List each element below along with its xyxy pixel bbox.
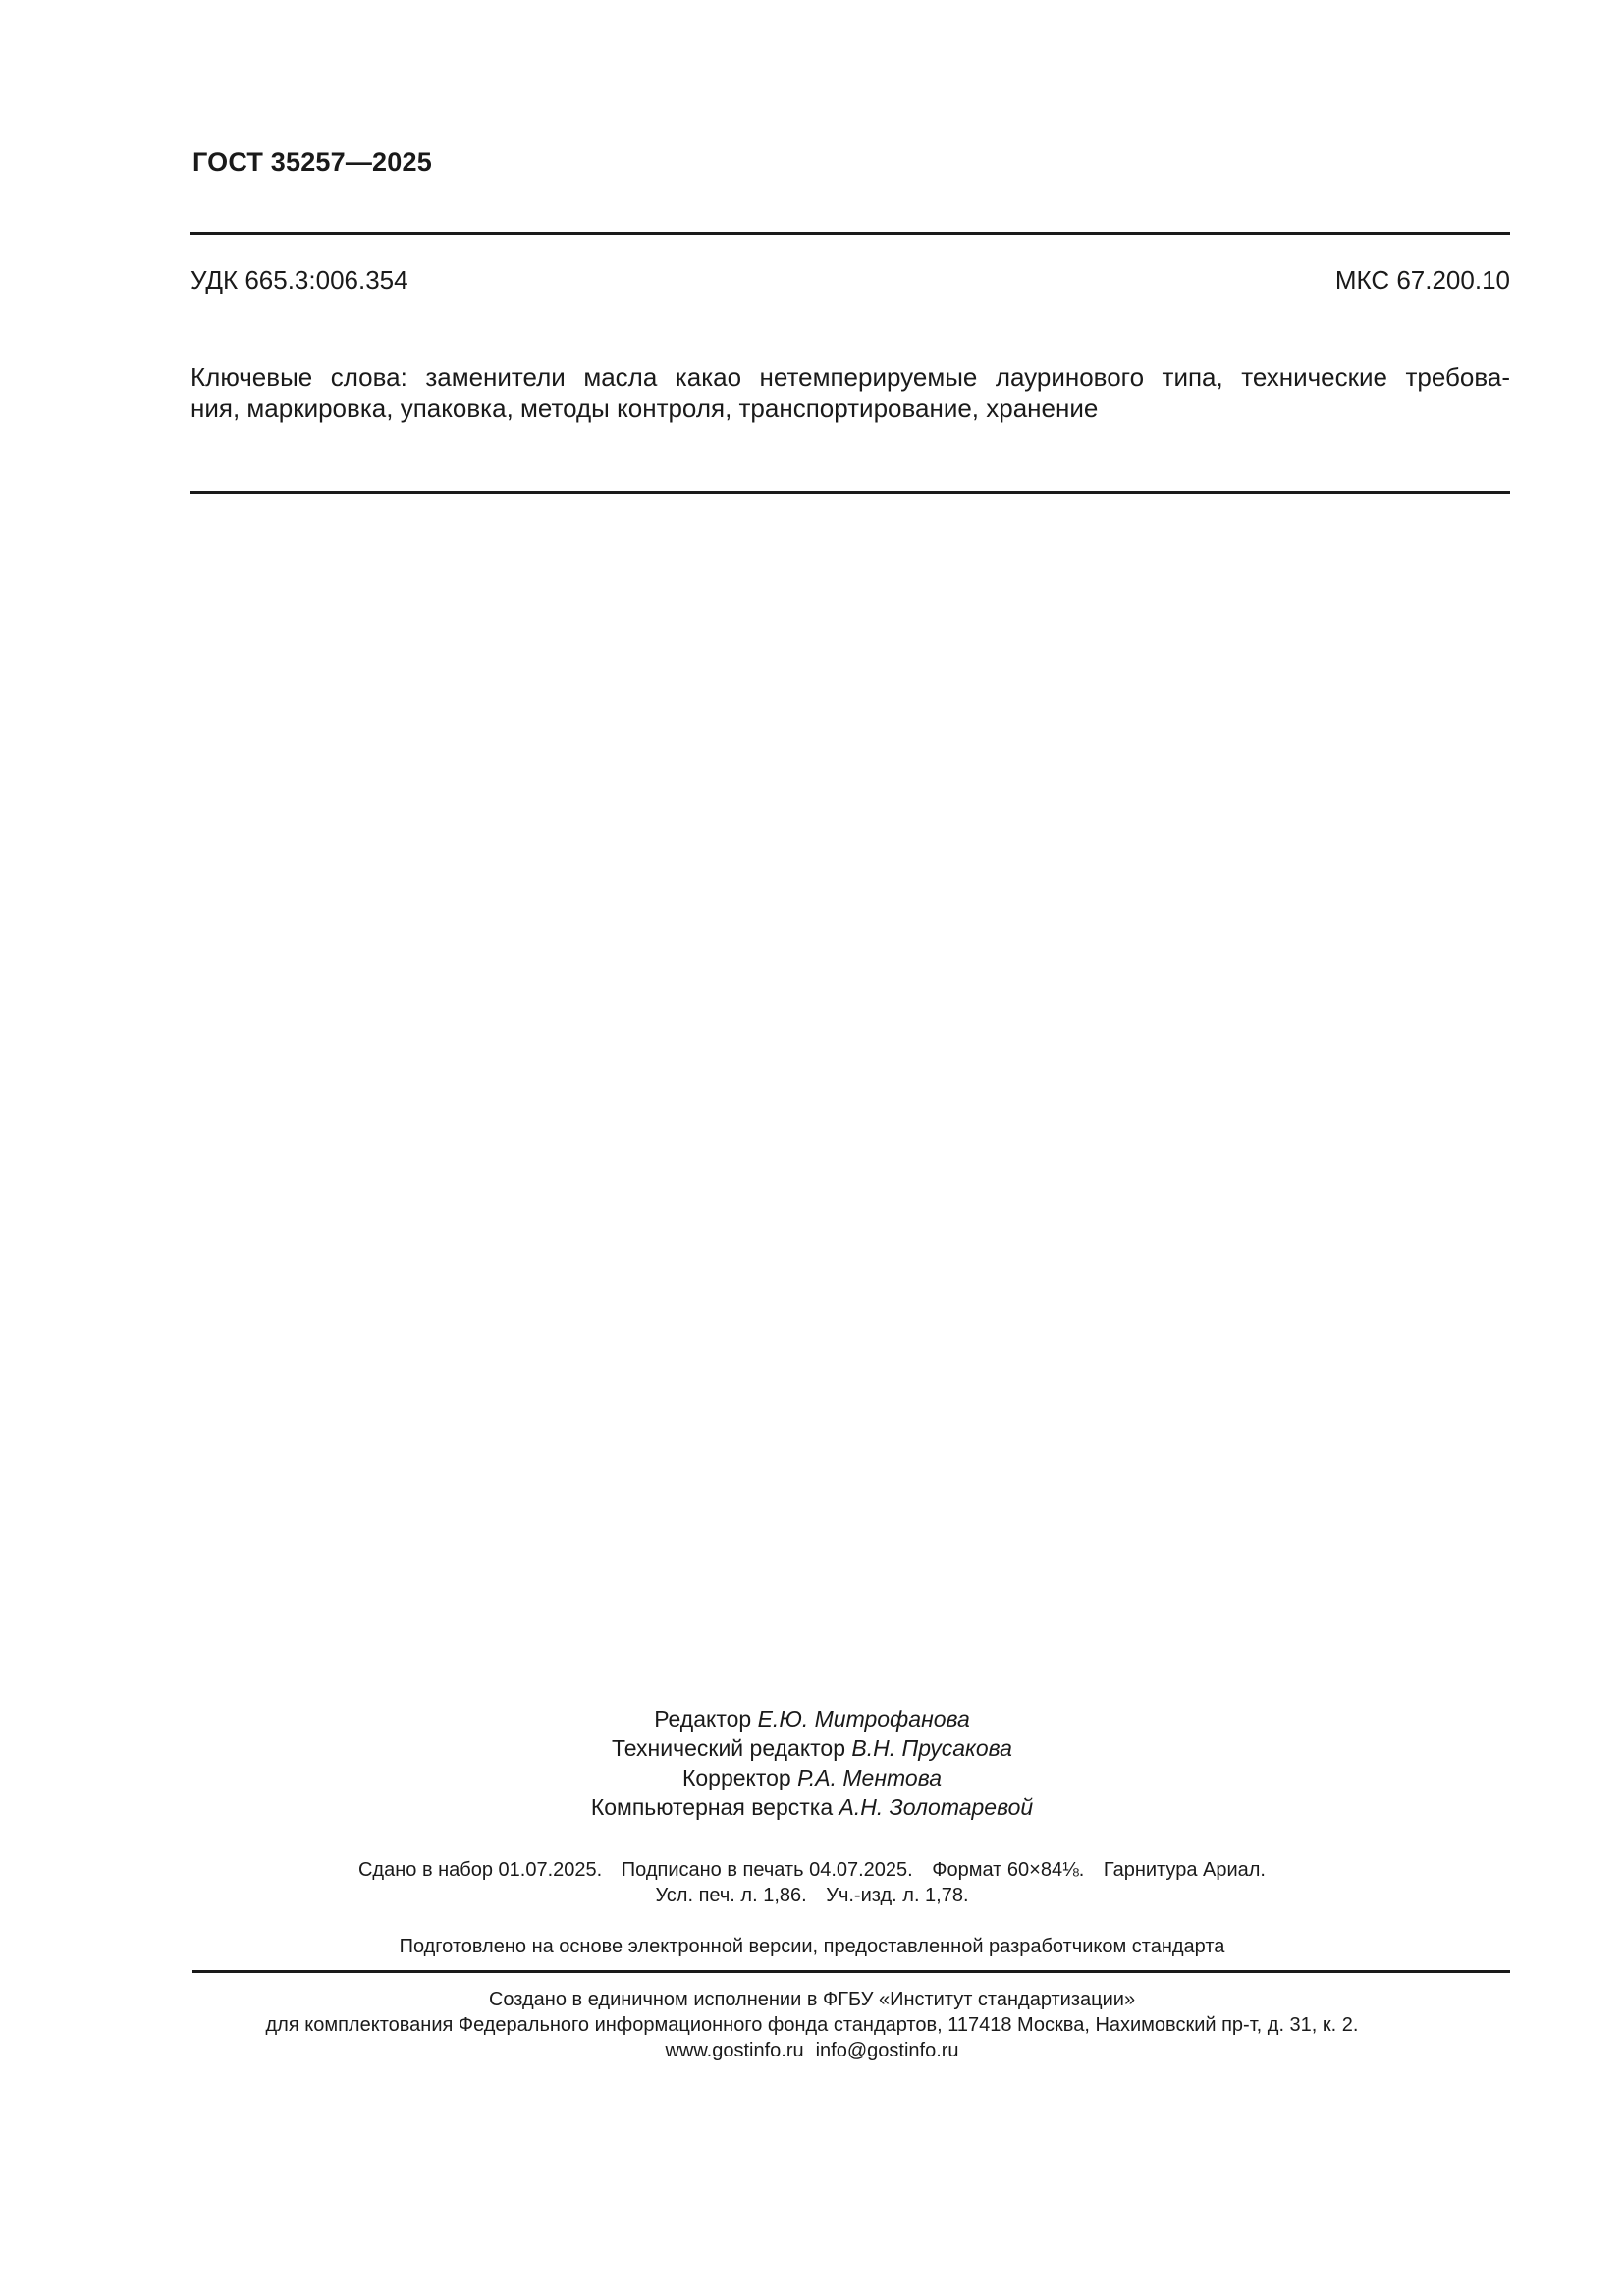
signed-date: Подписано в печать 04.07.2025. [621,1859,913,1881]
footer-divider [192,1970,1510,1973]
credit-proofreader: Корректор Р.А. Ментова [681,1765,942,1790]
publishing-sheets: Уч.-изд. л. 1,78. [826,1885,969,1906]
print-sheets: Усл. печ. л. 1,86. [655,1885,807,1906]
prepared-note: Подготовлено на основе электронной версии, предоставленной разработчиком стандарта [399,1936,1225,1957]
credit-name: Е.Ю. Митрофанова [757,1706,970,1732]
credit-name: В.Н. Прусакова [851,1735,1012,1761]
imprint-block [0,1857,1624,1908]
keywords-line-2: ния, маркировка, упаковка, методы контроля, транспортирование, хранение [190,394,1099,423]
mks-code: МКС 67.200.10 [1334,265,1510,294]
credit-editor: Редактор Е.Ю. Митрофанова [654,1706,970,1732]
submitted-date: Сдано в набор 01.07.2025. [357,1859,603,1881]
document-id: ГОСТ 35257—2025 [192,147,432,177]
typeface: Гарнитура Ариал. [1103,1859,1266,1881]
publisher-line-2: для комплектования Федерального информационного фонда стандартов, 117418 Москва, Нахимовский пр-т, д. 31, к. 2. [265,2014,1359,2036]
credit-technical-editor: Технический редактор В.Н. Прусакова [612,1735,1012,1761]
credit-name: А.Н. Золотаревой [839,1794,1034,1820]
imprint-line-2 [0,1883,1624,1908]
publisher-block [0,1987,1624,2063]
keywords-paragraph [190,361,1510,424]
credit-name: Р.А. Ментова [797,1765,942,1790]
website-link[interactable]: www.gostinfo.ru [665,2040,804,2061]
email-link[interactable]: info@gostinfo.ru [815,2040,959,2061]
paper-format: Формат 60×84⅛. [932,1859,1085,1881]
publisher-contacts [0,2038,1624,2063]
credit-layout: Компьютерная верстка А.Н. Золотаревой [590,1794,1034,1820]
top-divider [190,232,1510,235]
udk-code: УДК 665.3:006.354 [190,265,408,294]
keywords-line-1: Ключевые слова: заменители масла какао нетемперируемые лауринового типа, технические требова- [190,362,1510,392]
credits-block [0,1704,1624,1822]
keywords-divider [190,491,1510,494]
imprint-line-1 [0,1857,1624,1883]
publisher-line-1: Создано в единичном исполнении в ФГБУ «Институт стандартизации» [488,1989,1136,2010]
